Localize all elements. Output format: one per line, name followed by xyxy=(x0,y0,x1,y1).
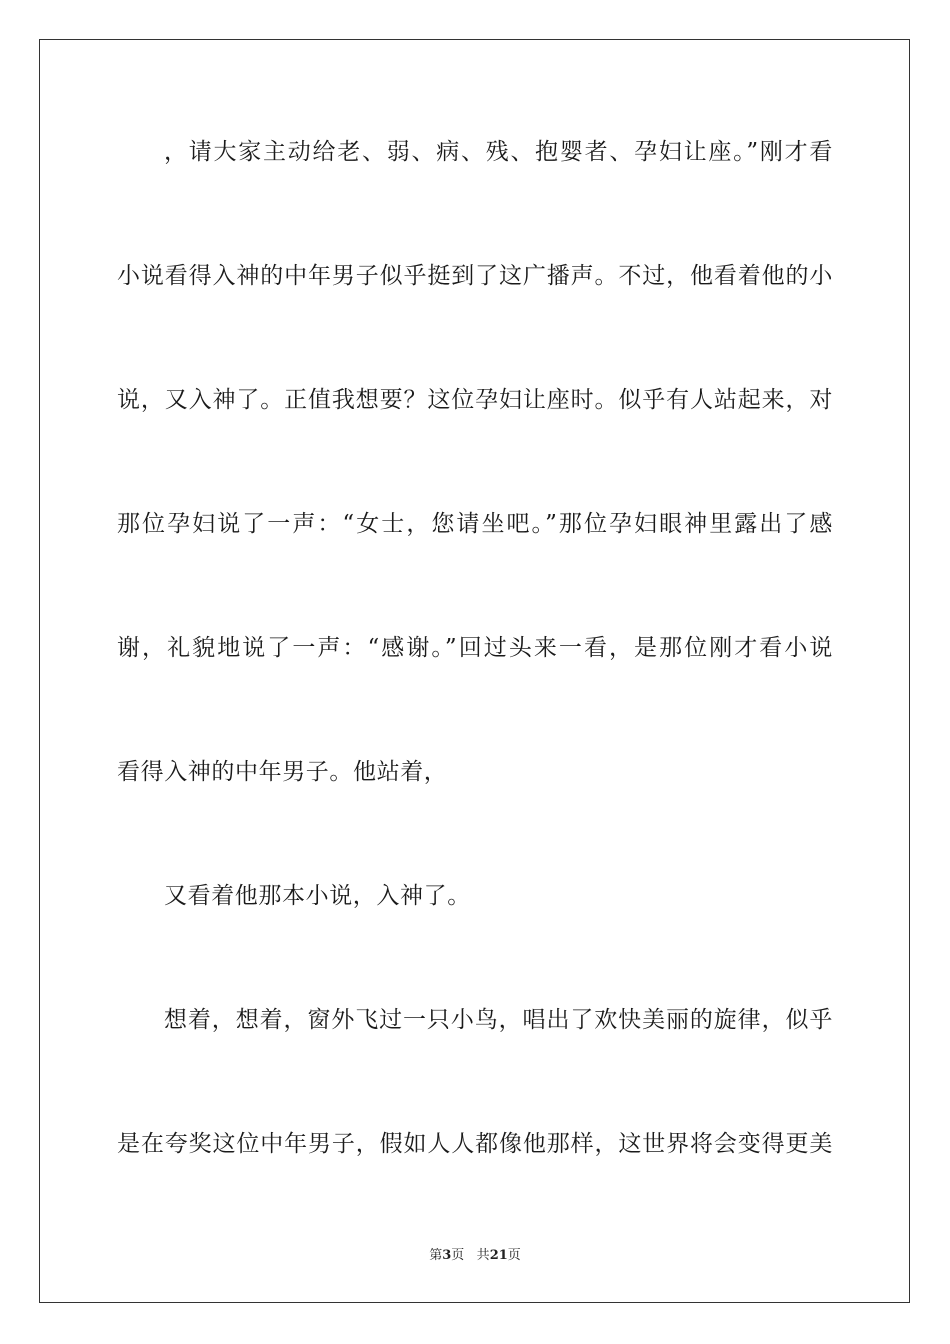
page-suffix: 页 xyxy=(451,1248,465,1263)
paragraph-line-2: 小说看得入神的中年男子似乎挺到了这广播声。不过，他看着他的小 xyxy=(117,263,833,289)
paragraph-line-7: 又看着他那本小说，入神了。 xyxy=(164,883,471,909)
paragraph-line-3: 说，又入神了。正值我想要？这位孕妇让座时。似乎有人站起来，对 xyxy=(117,387,833,413)
paragraph-line-8: 想着，想着，窗外飞过一只小鸟，唱出了欢快美丽的旋律，似乎 xyxy=(164,1007,833,1033)
paragraph-line-6: 看得入神的中年男子。他站着， xyxy=(117,759,448,785)
total-suffix: 页 xyxy=(507,1248,521,1263)
total-prefix: 共 xyxy=(476,1248,490,1263)
paragraph-line-1: ，请大家主动给老、弱、病、残、抱婴者、孕妇让座。”刚才看 xyxy=(164,139,833,165)
total-pages: 21 xyxy=(489,1248,508,1263)
paragraph-line-5: 谢，礼貌地说了一声：“感谢。”回过头来一看，是那位刚才看小说 xyxy=(117,635,833,661)
page-footer xyxy=(0,1247,950,1265)
page-prefix: 第 xyxy=(429,1248,443,1263)
page-border xyxy=(39,39,910,1303)
paragraph-line-9: 是在夸奖这位中年男子，假如人人都像他那样，这世界将会变得更美 xyxy=(117,1131,833,1157)
paragraph-line-4: 那位孕妇说了一声：“女士，您请坐吧。”那位孕妇眼神里露出了感 xyxy=(117,511,833,537)
page-number: 3 xyxy=(442,1248,452,1263)
